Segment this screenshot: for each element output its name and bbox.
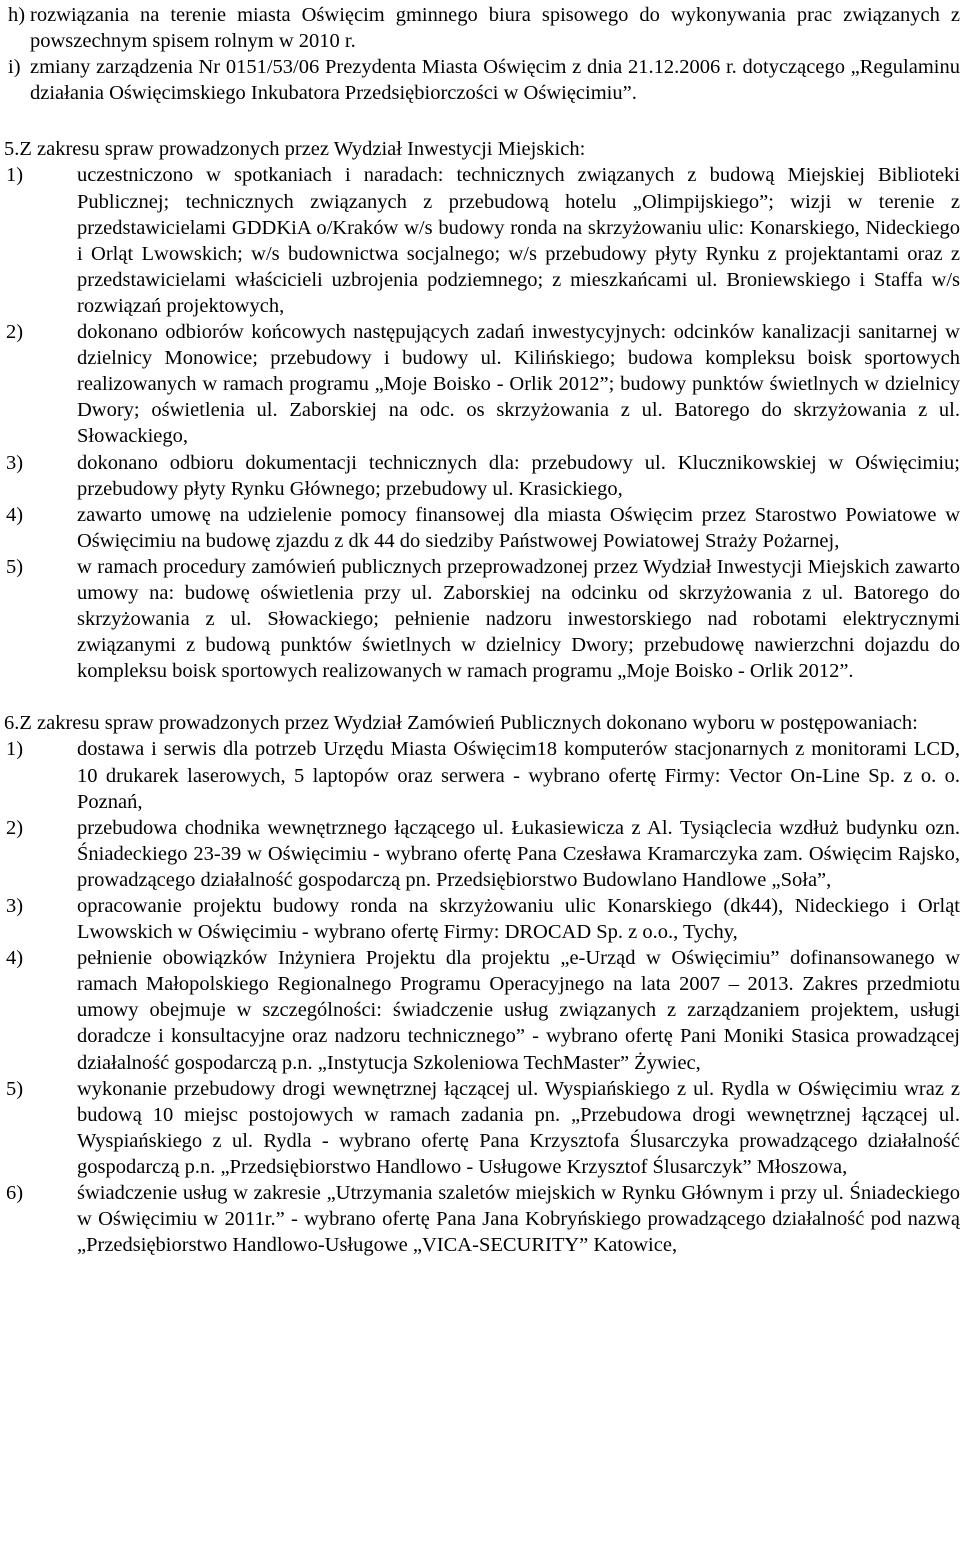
list-item-text: pełnienie obowiązków Inżyniera Projektu dla projektu „e-Urząd w Oświęcimiu” dofinansowanego w ramach Małopolskiego Regionalnego Programu Operacyjnego na lata 2007 – 2013. Zakres przedmiotu umowy obejmuje w szczególności: świadczenie usług związanych z zarządzaniem projektem, usługi doradcze i konsultacyjne oraz nadzoru technicznego” - wybrano ofertę Pani Moniki Stasica prowadzącej działalność gospodarczą p.n. „Instytucja Szkoleniowa TechMaster” Żywiec, (77, 947, 960, 1074)
list-marker: 1) (6, 164, 24, 187)
list-item (6, 893, 960, 945)
list-marker: 5) (6, 555, 24, 578)
list-item-text: zawarto umowę na udzielenie pomocy finansowej dla miasta Oświęcim przez Starostwo Powiatowe w Oświęcimiu na budowę zjazdu z dk 44 do siedziby Państwowej Powiatowej Straży Pożarnej, (77, 503, 960, 552)
section-5-list (4, 162, 960, 684)
list-marker: 3) (6, 895, 24, 917)
list-item-text: dokonano odbiorów końcowych następujących zadań inwestycyjnych: odcinków kanalizacji sanitarnej w dzielnicy Monowice; przebudowy i budowy ul. Kilińskiego; budowa kompleksu boisk sportowych realizowanych w ramach programu „Moje Boisko - Orlik 2012”; budowy punktów świetlnych w dzielnicy Dwory; oświetlenia ul. Zaborskiej na odc. os skrzyżowania z ul. Batorego do skrzyżowania z ul. Słowackiego, (77, 321, 960, 448)
section-6 (4, 710, 960, 1258)
list-marker: 2) (6, 321, 24, 344)
list-item-text: uczestniczono w spotkaniach i naradach: technicznych związanych z budową Miejskiej Biblioteki Publicznej; technicznych związanych z przebudową hotelu „Olimpijskiego”; wizji w terenie z przedstawicielami GDDKiA o/Kraków w/s budowy ronda na skrzyżowaniu ulic: Konarskiego, Nideckiego i Orląt Lwowskich; w/s budownictwa socjalnego; w/s przebudowy płyty Rynku z projektantami oraz z przedstawicielami właścicieli uzbrojenia podziemnego; z mieszkańcami ul. Broniewskiego i Staffa w/s rozwiązań projektowych, (77, 164, 960, 317)
section-5 (4, 136, 960, 684)
list-item (6, 450, 960, 502)
list-item-text: świadczenie usług w zakresie „Utrzymania szaletów miejskich w Rynku Głównym i przy ul. Śniadeckiego w Oświęcimiu w 2011r.” - wybrano ofertę Pana Jana Kobryńskiego prowadzącego działalność pod nazwą „Przedsiębiorstwo Handlowo-Usługowe „VICA-SECURITY” Katowice, (77, 1182, 960, 1257)
list-marker: 4) (6, 503, 24, 526)
section-title: 5.Z zakresu spraw prowadzonych przez Wydział Inwestycji Miejskich: (4, 138, 586, 161)
list-item (6, 1180, 960, 1258)
list-item-text: przebudowa chodnika wewnętrznego łączącego ul. Łukasiewicza z Al. Tysiąclecia wzdłuż budynku ozn. Śniadeckiego 23-39 w Oświęcimiu - wybrano ofertę Pana Czesława Kramarczyka zam. Oświęcim Rajsko, prowadzącego działalność gospodarczą pn. Przedsiębiorstwo Budowlano Handlowe „Soła”, (77, 816, 960, 891)
list-item (6, 162, 960, 319)
list-marker: 5) (6, 1077, 24, 1100)
list-marker: i) (8, 56, 21, 79)
list-marker: 6) (6, 1182, 24, 1205)
list-item-text: rozwiązania na terenie miasta Oświęcim gminnego biura spisowego do wykonywania prac związanych z powszechnym spisem rolnym w 2010 r. (30, 4, 960, 53)
list-item-text: dokonano odbioru dokumentacji technicznych dla: przebudowy ul. Klucznikowskiej w Oświęcimiu; przebudowy płyty Rynku Głównego; przebudowy ul. Krasickiego, (77, 451, 960, 500)
list-item-h (8, 2, 960, 54)
list-marker: h) (8, 4, 26, 26)
list-item-i (8, 54, 960, 106)
list-marker: 3) (6, 451, 24, 474)
list-item-text: w ramach procedury zamówień publicznych przeprowadzonej przez Wydział Inwestycji Miejskich zawarto umowy na: budowę oświetlenia przy ul. Zaborskiej na odcinku od skrzyżowania z ul. Batorego do skrzyżowania z ul. Słowackiego; pełnienie nadzoru inwestorskiego nad robotami elektrycznymi związanymi z budową punktów świetlnych w dzielnicy Dwory; przebudowę nawierzchni dojazdu do kompleksu boisk sportowych realizowanych w ramach programu „Moje Boisko - Orlik 2012”. (77, 555, 960, 683)
intro-list (8, 0, 960, 106)
list-item (6, 945, 960, 1075)
section-6-list (4, 736, 960, 1258)
list-item-text: wykonanie przebudowy drogi wewnętrznej łączącej ul. Wyspiańskiego z ul. Rydla w Oświęcimiu wraz z budową 10 miejsc postojowych w ramach zadania pn. „Przebudowa drogi wewnętrznej łączącej ul. Wyspiańskiego z ul. Rydla - wybrano ofertę Pana Krzysztofa Ślusarczyka prowadzącego działalność gospodarczą p.n. „Przedsiębiorstwo Handlowo - Usługowe Krzysztof Ślusarczyk” Młoszowa, (77, 1077, 960, 1178)
list-item-text: opracowanie projektu budowy ronda na skrzyżowaniu ulic Konarskiego (dk44), Nideckiego i Orląt Lwowskich w Oświęcimiu - wybrano ofertę Firmy: DROCAD Sp. z o.o., Tychy, (77, 895, 960, 944)
list-item-text: dostawa i serwis dla potrzeb Urzędu Miasta Oświęcim18 komputerów stacjonarnych z monitorami LCD, 10 drukarek laserowych, 5 laptopów oraz serwera - wybrano ofertę Firmy: Vector On-Line Sp. z o. o. Poznań, (77, 738, 960, 813)
list-item (6, 554, 960, 684)
list-item (6, 502, 960, 554)
list-item (6, 1076, 960, 1180)
list-item (6, 319, 960, 449)
list-item (6, 736, 960, 814)
list-item-text: zmiany zarządzenia Nr 0151/53/06 Prezydenta Miasta Oświęcim z dnia 21.12.2006 r. dotyczącego „Regulaminu działania Oświęcimskiego Inkubatora Przedsiębiorczości w Oświęcimiu”. (30, 56, 960, 105)
list-marker: 4) (6, 947, 24, 970)
list-marker: 1) (6, 738, 24, 761)
list-item (6, 815, 960, 893)
list-marker: 2) (6, 816, 24, 839)
section-title: 6.Z zakresu spraw prowadzonych przez Wydział Zamówień Publicznych dokonano wyboru w postępowaniach: (4, 712, 918, 735)
